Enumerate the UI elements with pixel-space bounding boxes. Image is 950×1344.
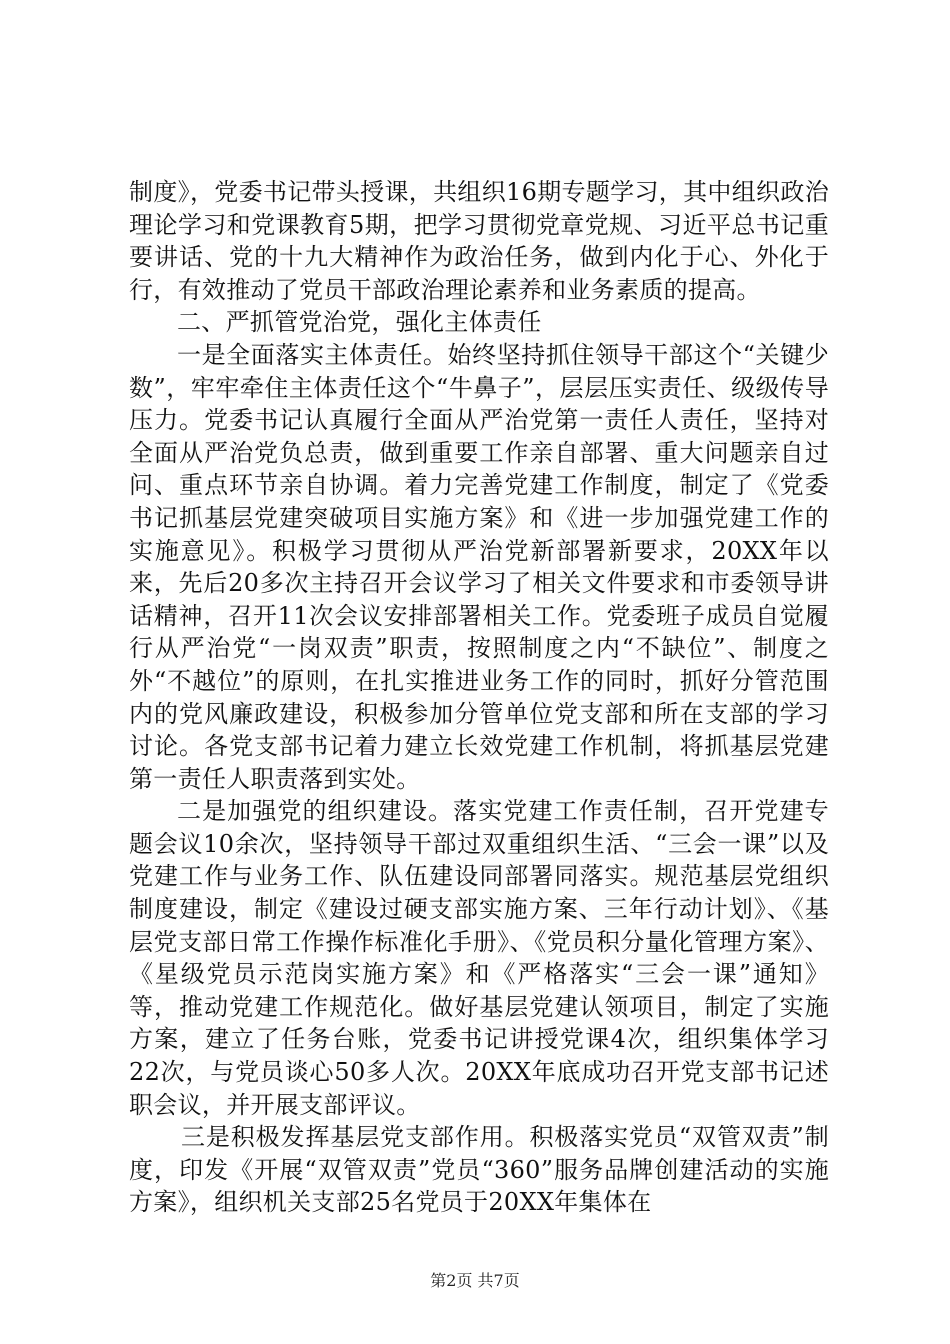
paragraph-main-responsibility: 一是全面落实主体责任。始终坚持抓住领导干部这个“关键少数”，牢牢牵住主体责任这个“牛鼻子”，层层压实责任、级级传导压力。党委书记认真履行全面从严治党第一责任人责任，坚持对全面从严治党负总责，做到重要工作亲自部署、重大问题亲自过问、重点环节亲自协调。着力完善党建工作制度，制定了《党委书记抓基层党建突破项目实施方案》和《进一步加强党建工作的实施意见》。积极学习贯彻从严治党新部署新要求，20XX年以来，先后20多次主持召开会议学习了相关文件要求和市委领导讲话精神，召开11次会议安排部署相关工作。党委班子成员自觉履行从严治党“一岗双责”职责，按照制度之内“不缺位”、制度之外“不越位”的原则，在扎实推进业务工作的同时，抓好分管范围内的党风廉政建设，积极参加分管单位党支部和所在支部的学习讨论。各党支部书记着力建立长效党建工作机制，将抓基层党建第一责任人职责落到实处。 xyxy=(129,340,829,793)
page-number-footer: 第2页 共7页 xyxy=(430,1271,520,1290)
paragraph-organization-building: 二是加强党的组织建设。落实党建工作责任制，召开党建专题会议10余次，坚持领导干部过双重组织生活、“三会一课”以及党建工作与业务工作、队伍建设同部署同落实。规范基层党组织制度建设，制定《建设过硬支部实施方案、三年行动计划》、《基层党支部日常工作操作标准化手册》、《党员积分量化管理方案》、《星级党员示范岗实施方案》和《严格落实“三会一课”通知》等，推动党建工作规范化。做好基层党建认领项目，制定了实施方案，建立了任务台账，党委书记讲授党课4次，组织集体学习22次，与党员谈心50多人次。20XX年底成功召开党支部书记述职会议，并开展支部评议。 xyxy=(129,797,829,1119)
paragraph-study-summary: 制度》，党委书记带头授课，共组织16期专题学习，其中组织政治理论学习和党课教育5期，把学习贯彻党章党规、习近平总书记重要讲话、党的十九大精神作为政治任务，做到内化于心、外化于行，有效推动了党员干部政治理论素养和业务素质的提高。 xyxy=(129,178,829,304)
document-body xyxy=(129,176,829,1219)
paragraph-branch-role: 三是积极发挥基层党支部作用。积极落实党员“双管双责”制度，印发《开展“双管双责”党员“360”服务品牌创建活动的实施方案》，组织机关支部25名党员于20XX年集体在 xyxy=(129,1123,829,1217)
section-heading-party-governance: 二、严抓管党治党，强化主体责任 xyxy=(177,308,542,337)
